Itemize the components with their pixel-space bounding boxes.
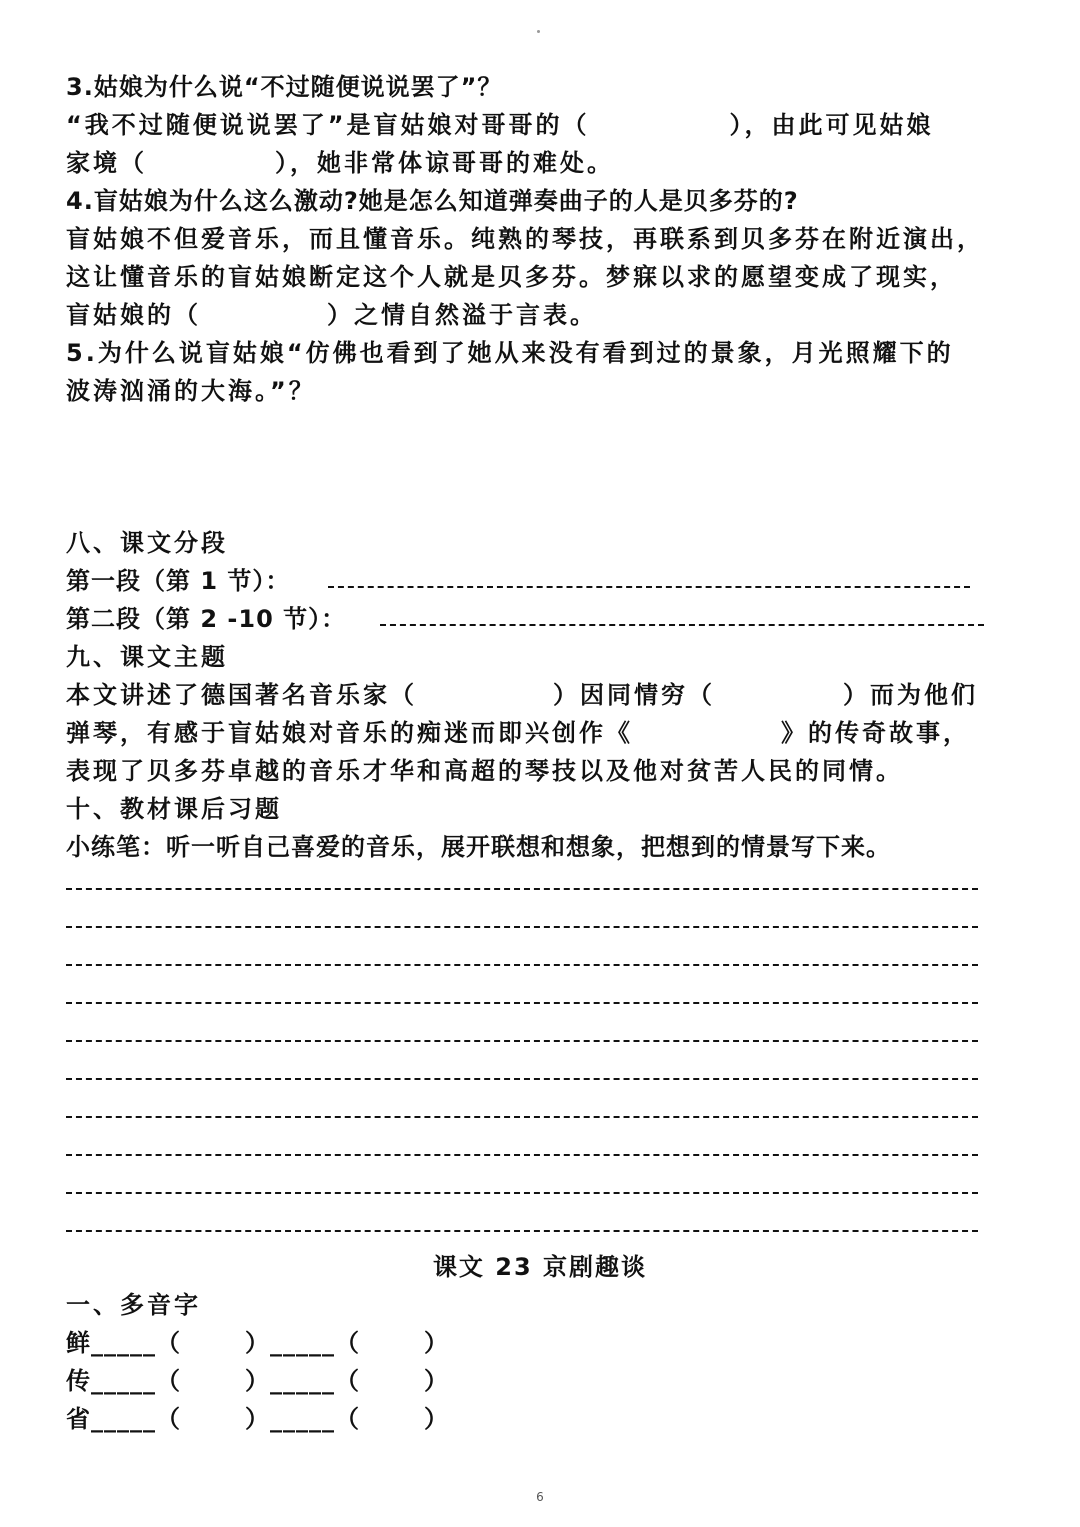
polyphone-heading: 一、多音字: [66, 1291, 201, 1319]
section-8-heading: 八、课文分段: [66, 529, 228, 557]
question-3-answer-line-2: 家境（ ），她非常体谅哥哥的难处。: [66, 149, 614, 177]
page-number: 6: [536, 1490, 544, 1504]
writing-line[interactable]: [66, 1230, 978, 1232]
question-3-answer-line-1: “我不过随便说说罢了”是盲姑娘对哥哥的（ ），由此可见姑娘: [66, 111, 934, 139]
theme-line-1: 本文讲述了德国著名音乐家（ ）因同情穷（ ）而为他们: [66, 681, 978, 709]
polyphone-row: 传_____（ ）_____（ ）: [66, 1367, 449, 1395]
writing-line[interactable]: [66, 1002, 978, 1004]
segment-1-label: 第一段（第 1 节）：: [66, 567, 291, 595]
writing-line[interactable]: [66, 1116, 978, 1118]
writing-line[interactable]: [66, 1192, 978, 1194]
writing-prompt: 小练笔：听一听自己喜爱的音乐，展开联想和想象，把想到的情景写下来。: [66, 833, 891, 861]
writing-line[interactable]: [66, 964, 978, 966]
question-4-answer-line-3: 盲姑娘的（ ）之情自然溢于言表。: [66, 301, 597, 329]
writing-line[interactable]: [66, 1078, 978, 1080]
question-5-line-2: 波涛汹涌的大海。”？: [66, 377, 316, 405]
scan-dot: [537, 30, 540, 33]
theme-line-3: 表现了贝多芬卓越的音乐才华和高超的琴技以及他对贫苦人民的同情。: [66, 757, 903, 785]
segment-1-answer-line[interactable]: [328, 586, 970, 588]
segment-2-label: 第二段（第 2 -10 节）：: [66, 605, 347, 633]
section-9-heading: 九、课文主题: [66, 643, 228, 671]
writing-line[interactable]: [66, 1040, 978, 1042]
writing-line[interactable]: [66, 926, 978, 928]
question-4: 4.盲姑娘为什么这么激动?她是怎么知道弹奏曲子的人是贝多芬的?: [66, 187, 799, 215]
question-3: 3.姑娘为什么说“不过随便说说罢了”？: [66, 73, 503, 101]
question-4-answer-line-1: 盲姑娘不但爱音乐，而且懂音乐。纯熟的琴技，再联系到贝多芬在附近演出，: [66, 225, 984, 253]
polyphone-row: 鲜_____（ ）_____（ ）: [66, 1329, 449, 1357]
lesson-23-title: 课文 23 京剧趣谈: [432, 1253, 648, 1281]
polyphone-row: 省_____（ ）_____（ ）: [66, 1405, 449, 1433]
theme-line-2: 弹琴，有感于盲姑娘对音乐的痴迷而即兴创作《 》的传奇故事，: [66, 719, 970, 747]
question-5-line-1: 5.为什么说盲姑娘“仿佛也看到了她从来没有看到过的景象，月光照耀下的: [66, 339, 954, 367]
segment-2-answer-line[interactable]: [380, 624, 984, 626]
question-4-answer-line-2: 这让懂音乐的盲姑娘断定这个人就是贝多芬。梦寐以求的愿望变成了现实，: [66, 263, 957, 291]
writing-line[interactable]: [66, 1154, 978, 1156]
section-10-heading: 十、教材课后习题: [66, 795, 282, 823]
writing-line[interactable]: [66, 888, 978, 890]
